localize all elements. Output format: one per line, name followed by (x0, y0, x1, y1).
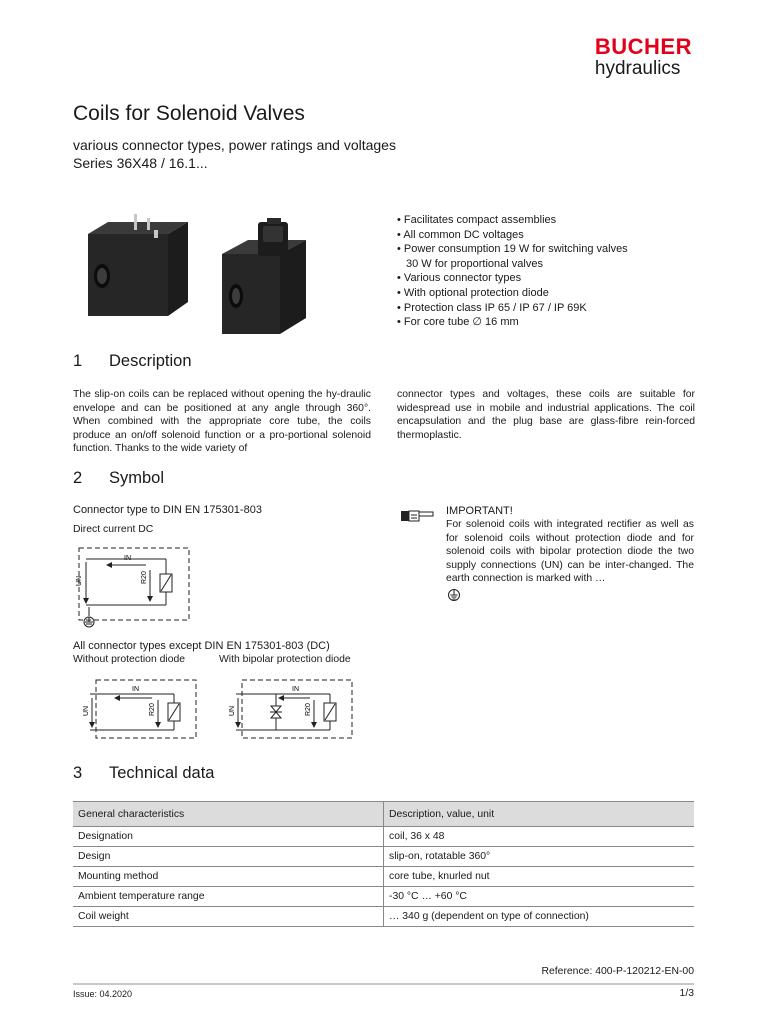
table-cell: -30 °C … +60 °C (384, 887, 695, 907)
table-cell: slip-on, rotatable 360° (384, 847, 695, 867)
feature-item: • All common DC voltages (397, 228, 628, 243)
diode-resistance-label: R20 (305, 703, 312, 716)
table-row (73, 907, 694, 927)
feature-item: • For core tube ∅ 16 mm (397, 315, 628, 330)
table-row (73, 827, 694, 847)
symbol-with-diode (229, 676, 357, 746)
with-diode-label: With bipolar protection diode (219, 654, 351, 665)
subtitle-line-2: Series 36X48 / 16.1... (73, 155, 208, 171)
voltage-label: UN (83, 705, 90, 716)
issue-date: Issue: 04.2020 (73, 989, 133, 999)
company-logo (595, 36, 692, 80)
without-diode-label: Without protection diode (73, 654, 186, 665)
section-1-heading (73, 352, 192, 371)
page-subtitle (73, 136, 396, 172)
footer-divider (73, 983, 694, 985)
section-1-number: 1 (73, 352, 83, 370)
table-header-cell: General characteristics (73, 802, 384, 827)
feature-item: • Power consumption 19 W for switching valves (397, 242, 628, 257)
diode-current-label: IN (292, 686, 299, 693)
section-2-title: Symbol (109, 469, 165, 487)
section-3-heading (73, 764, 215, 783)
subtitle-line-1: various connector types, power ratings and voltages (73, 137, 396, 153)
section-2-heading (73, 469, 164, 488)
table-cell: Coil weight (73, 907, 384, 927)
dc-coil-symbol (72, 540, 197, 635)
description-column-2: connector types and voltages, these coils are suitable for widespread use in mobile and industrial applications. The coil encapsulation and the plug base are glass-fibre rein-forced thermoplastic. (397, 389, 695, 441)
feature-item: • Various connector types (397, 271, 628, 286)
connector-type-label: Connector type to DIN EN 175301-803 (73, 504, 262, 516)
table-cell: core tube, knurled nut (384, 867, 695, 887)
feature-item-continued (397, 257, 628, 272)
table-cell: Mounting method (73, 867, 384, 887)
table-cell: Design (73, 847, 384, 867)
dc-current-label: IN (124, 555, 131, 562)
section-1-title: Description (109, 352, 192, 370)
table-row (73, 847, 694, 867)
feature-item: • Facilitates compact assemblies (397, 213, 628, 228)
diode-voltage-label: UN (229, 705, 236, 716)
important-title: IMPORTANT! (446, 505, 513, 517)
technical-data-table (73, 801, 694, 927)
reference-number: Reference: 400-P-120212-EN-00 (541, 966, 694, 977)
logo-brand: BUCHER (594, 34, 692, 59)
coil-image-2 (222, 218, 306, 334)
table-cell: … 340 g (dependent on type of connection) (384, 907, 695, 927)
table-cell: Ambient temperature range (73, 887, 384, 907)
section-3-title: Technical data (109, 764, 215, 782)
earth-symbol-icon (447, 588, 461, 602)
resistance-label: R20 (149, 703, 156, 716)
table-cell: Designation (73, 827, 384, 847)
section-3-number: 3 (73, 764, 83, 782)
table-row (73, 887, 694, 907)
page-title: Coils for Solenoid Valves (73, 102, 305, 125)
symbol-without-diode (83, 676, 201, 746)
feature-item: • With optional protection diode (397, 286, 628, 301)
feature-item-continued-text: 30 W for proportional valves (406, 257, 543, 270)
pointing-hand-icon (401, 508, 435, 524)
current-label: IN (132, 686, 139, 693)
dc-voltage-label: UN (76, 575, 83, 586)
table-cell: coil, 36 x 48 (384, 827, 695, 847)
table-row (73, 867, 694, 887)
diode-icon (271, 706, 281, 712)
coil-image-1 (88, 214, 188, 316)
section-2-number: 2 (73, 469, 83, 487)
table-header-row (73, 802, 694, 827)
table-header-cell: Description, value, unit (384, 802, 695, 827)
page-number: 1/3 (679, 988, 694, 999)
all-connector-types-label: All connector types except DIN EN 175301-803 (DC) (73, 640, 330, 652)
description-column-1: The slip-on coils can be replaced without opening the hy-draulic envelope and can be positioned at any angle through 360°. When combined with the appropriate core tube, the coils produce an on/off solenoid function or a pro-portional solenoid function. Thanks to the wide variety of (73, 389, 371, 454)
feature-list (397, 213, 628, 330)
important-text: For solenoid coils with integrated rectifier as well as for solenoid coils without protection diode and for solenoid coils with bipolar protection diode the two supply connections (UN) can be inter-changed. The earth connection is marked with … (446, 519, 694, 584)
dc-resistance-label: R20 (141, 571, 148, 584)
coil-product-images (80, 212, 370, 338)
feature-item: • Protection class IP 65 / IP 67 / IP 69K (397, 301, 628, 316)
direct-current-label: Direct current DC (73, 524, 154, 535)
logo-sub: hydraulics (594, 58, 681, 79)
